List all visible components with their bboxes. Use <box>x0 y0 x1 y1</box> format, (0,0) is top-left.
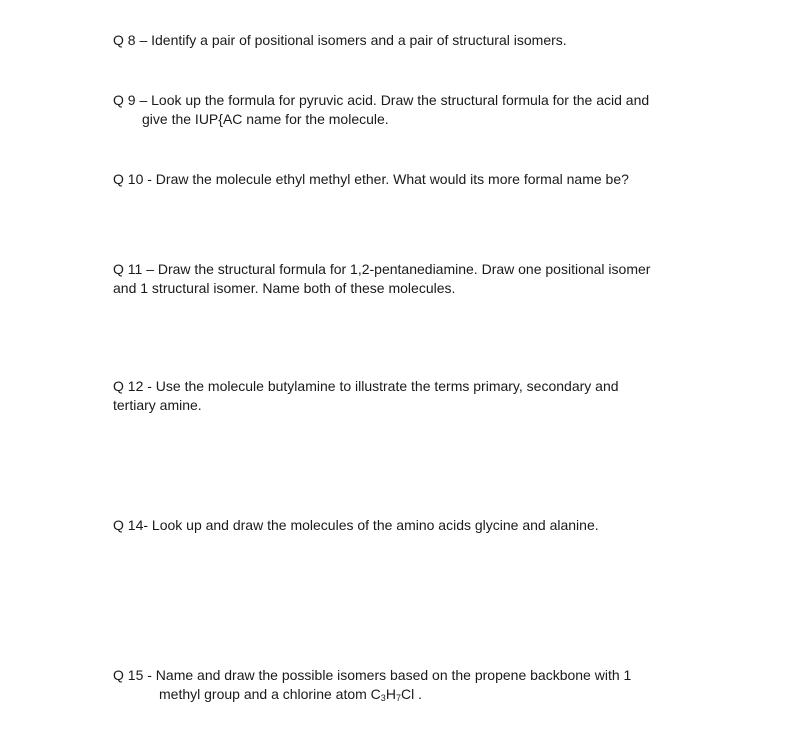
question-12-line-2: tertiary amine. <box>113 397 202 413</box>
question-9 <box>113 91 713 129</box>
formula-hydrogen: H <box>385 686 396 702</box>
question-10-line-1: Q 10 - Draw the molecule ethyl methyl ether. What would its more formal name be? <box>113 171 629 187</box>
question-15-line-2 <box>113 685 713 704</box>
question-11-line-1: Q 11 – Draw the structural formula for 1,2-pentanediamine. Draw one positional isomer <box>113 261 651 277</box>
question-11 <box>113 260 713 298</box>
question-14-line-1: Q 14- Look up and draw the molecules of the amino acids glycine and alanine. <box>113 517 599 533</box>
question-14 <box>113 516 713 535</box>
formula-subscript-carbon: 3 <box>380 693 386 703</box>
question-11-line-2: and 1 structural isomer. Name both of these molecules. <box>113 280 456 296</box>
formula-subscript-hydrogen: 7 <box>395 693 401 703</box>
question-12 <box>113 377 713 415</box>
question-15 <box>113 666 713 704</box>
question-15-line-1: Q 15 - Name and draw the possible isomers based on the propene backbone with 1 <box>113 667 632 683</box>
question-8 <box>113 31 713 50</box>
question-12-line-1: Q 12 - Use the molecule butylamine to illustrate the terms primary, secondary and <box>113 378 619 394</box>
question-9-line-1: Q 9 – Look up the formula for pyruvic acid. Draw the structural formula for the acid and <box>113 92 650 108</box>
formula-tail: Cl . <box>400 686 422 702</box>
question-10 <box>113 170 713 189</box>
question-15-line-2-text: methyl group and a chlorine atom C <box>159 686 381 702</box>
question-8-line-1: Q 8 – Identify a pair of positional isomers and a pair of structural isomers. <box>113 32 567 48</box>
question-9-line-2: give the IUP{AC name for the molecule. <box>142 111 389 127</box>
